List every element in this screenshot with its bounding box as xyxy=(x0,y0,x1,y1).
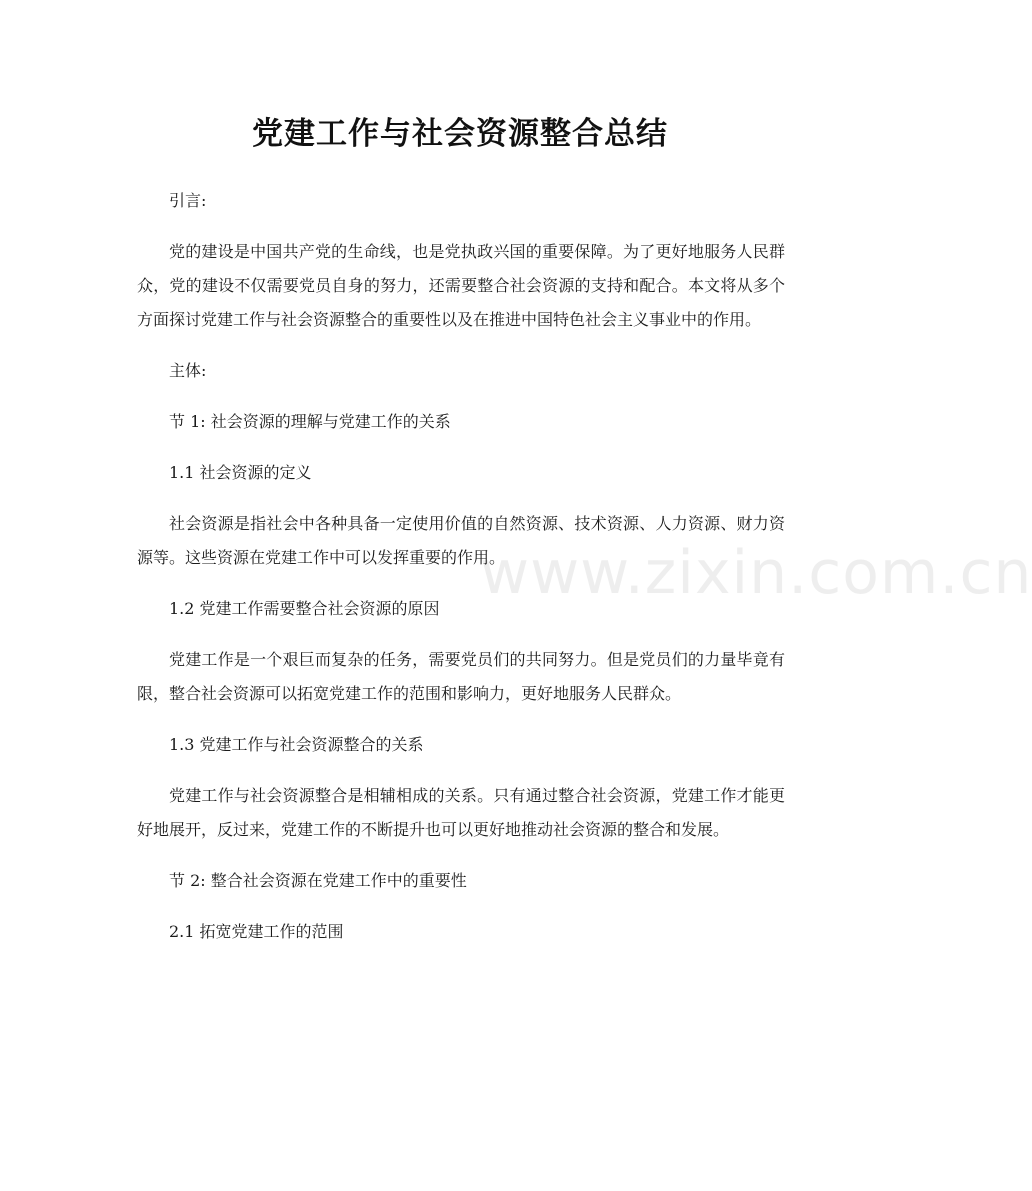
paragraph-1-3: 党建工作与社会资源整合是相辅相成的关系。只有通过整合社会资源，党建工作才能更好地展开，反过来，党建工作的不断提升也可以更好地推动社会资源的整合和发展。 xyxy=(137,786,785,839)
document-title: 党建工作与社会资源整合总结 xyxy=(252,116,668,152)
section-heading-2: 节 2: 整合社会资源在党建工作中的重要性 xyxy=(169,871,467,890)
document-body xyxy=(137,184,785,949)
heading-main: 主体: xyxy=(169,361,207,380)
subsection-heading-1-2: 1.2 党建工作需要整合社会资源的原因 xyxy=(169,599,440,618)
heading-intro: 引言: xyxy=(169,191,207,210)
subsection-heading-2-1: 2.1 拓宽党建工作的范围 xyxy=(169,922,344,941)
subsection-heading-1-1: 1.1 社会资源的定义 xyxy=(169,463,312,482)
paragraph-1-2: 党建工作是一个艰巨而复杂的任务，需要党员们的共同努力。但是党员们的力量毕竟有限，整合社会资源可以拓宽党建工作的范围和影响力，更好地服务人民群众。 xyxy=(137,650,785,703)
watermark: www.zixin.com.cn xyxy=(480,538,1032,608)
section-heading-1: 节 1: 社会资源的理解与党建工作的关系 xyxy=(169,412,451,431)
paragraph-intro: 党的建设是中国共产党的生命线，也是党执政兴国的重要保障。为了更好地服务人民群众，党的建设不仅需要党员自身的努力，还需要整合社会资源的支持和配合。本文将从多个方面探讨党建工作与社会资源整合的重要性以及在推进中国特色社会主义事业中的作用。 xyxy=(137,242,785,329)
subsection-heading-1-3: 1.3 党建工作与社会资源整合的关系 xyxy=(169,735,424,754)
paragraph-1-1: 社会资源是指社会中各种具备一定使用价值的自然资源、技术资源、人力资源、财力资源等。这些资源在党建工作中可以发挥重要的作用。 xyxy=(137,514,785,567)
